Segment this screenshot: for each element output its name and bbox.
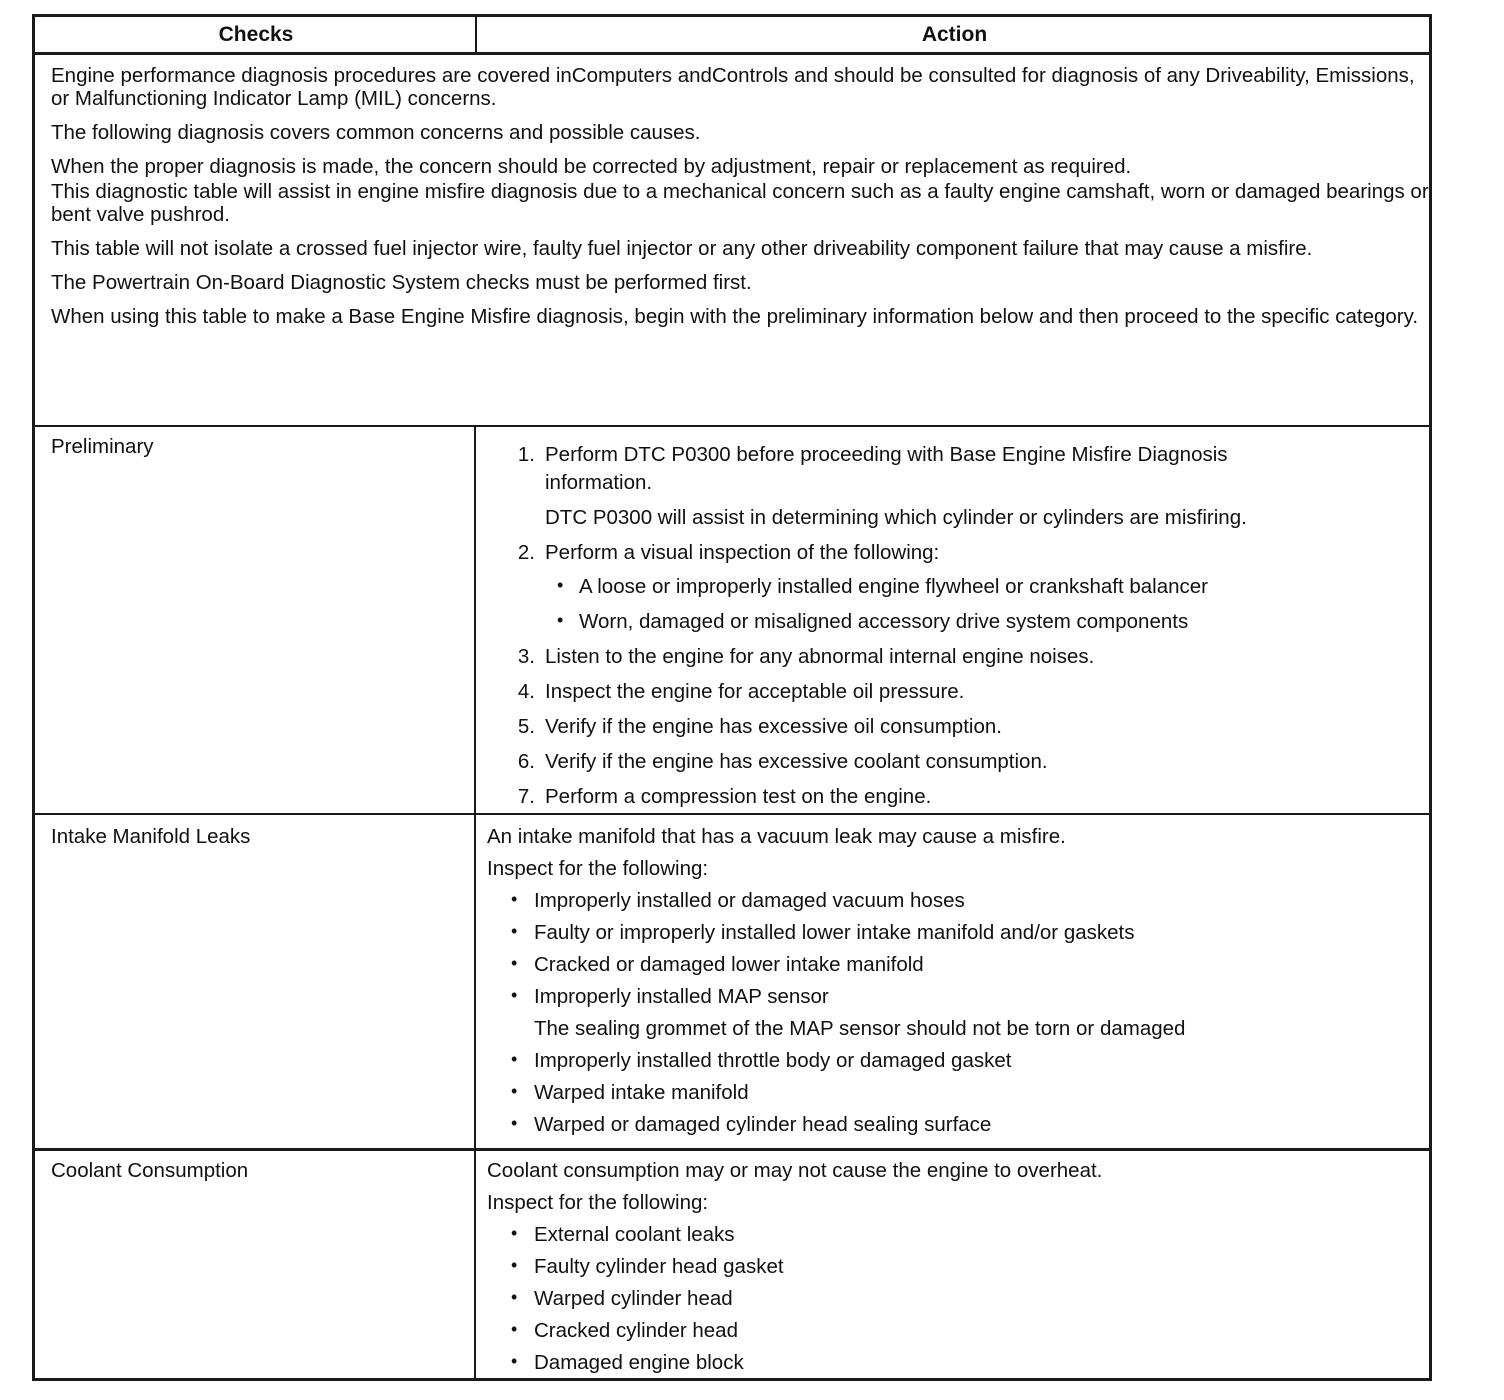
bullet-icon: • [511,1113,518,1133]
diagnosis-table [32,14,1432,1381]
row-divider [35,813,1429,815]
intro-paragraph: This diagnostic table will assist in engine misfire diagnosis due to a mechanical concern such as a faulty engine camshaft, worn or damaged bearings or bent valve pushrod. [51,180,1429,226]
bullet-icon: • [557,575,564,595]
bullet-icon: • [511,1319,518,1339]
bullet-icon: • [511,1287,518,1307]
intro-paragraph: The Powertrain On-Board Diagnostic System checks must be performed first. [51,271,752,294]
bullet-icon: • [511,1049,518,1069]
check-label: Preliminary [51,435,154,458]
bullet-icon: • [511,1351,518,1371]
preliminary-actions: 1. Perform DTC P0300 before proceeding with Base Engine Misfire Diagnosis information. DTC P0300 will assist in determining which cylinder or cylinders are misfiring. 2. Perform a visual inspection of the following: • A loose or improperly installed engine flywheel or crankshaft balancer • Worn, damaged or misaligned accessory drive system components 3. Listen to the engine for any abnormal internal engine noises. 4. Inspect the engine for acceptable oil pressure. 5. Verify if the engine has excessive oil consumption. 6. Verify if the engine has excessive coolant consumption. 7. Perform a compression test on the engine. [517,443,1247,808]
check-label: Coolant Consumption [51,1159,249,1182]
coolant-actions: Coolant consumption may or may not cause the engine to overheat. Inspect for the following: • External coolant leaks • Faulty cylinder head gasket • Warped cylinder head • Cracked cylinder head • Damaged engine block [487,1159,1103,1374]
action-lead: Coolant consumption may or may not cause the engine to overheat. [487,1159,1103,1182]
intake-actions: An intake manifold that has a vacuum leak may cause a misfire. Inspect for the following: • Improperly installed or damaged vacuum hoses • Faulty or improperly installed lower intake manifold and/or gaskets • Cracked or damaged lower intake manifold • Improperly installed MAP sensor The sealing grommet of the MAP sensor should not be torn or damaged • Improperly installed throttle body or damaged gasket • Warped intake manifold • Warped or damaged cylinder head sealing surface [487,825,1186,1136]
bullet-icon: • [511,953,518,973]
bullet-icon: • [511,1255,518,1275]
action-inspect: Inspect for the following: [487,857,709,880]
intro-paragraph: This table will not isolate a crossed fuel injector wire, faulty fuel injector or any other driveability component failure that may cause a misfire. [51,237,1313,260]
intro-paragraph: When using this table to make a Base Engine Misfire diagnosis, begin with the preliminary information below and then proceed to the specific category. [51,305,1419,328]
check-label: Intake Manifold Leaks [51,825,251,848]
bullet-icon: • [511,985,518,1005]
action-lead: An intake manifold that has a vacuum leak may cause a misfire. [487,825,1066,848]
header-divider [475,17,477,53]
action-inspect: Inspect for the following: [487,1191,709,1214]
row-divider [35,425,1429,427]
bullet-icon: • [511,921,518,941]
bullet-icon: • [511,1081,518,1101]
row-divider [35,1148,1429,1151]
header-checks: Checks [218,23,294,46]
bullet-note: The sealing grommet of the MAP sensor should not be torn or damaged [534,1017,1186,1040]
intro-paragraph: When the proper diagnosis is made, the concern should be corrected by adjustment, repair or replacement as required. [51,155,1132,178]
bullet-icon: • [511,889,518,909]
intro-paragraph: The following diagnosis covers common concerns and possible causes. [51,121,701,144]
table-header [35,17,1429,55]
step-continuation: information. [545,471,653,494]
intro-section [51,64,1431,339]
column-divider [474,425,476,1381]
bullet-icon: • [511,1223,518,1243]
step-note: DTC P0300 will assist in determining which cylinder or cylinders are misfiring. [545,506,1247,529]
header-action: Action [921,23,988,46]
intro-paragraph: Engine performance diagnosis procedures are covered inComputers andControls and should be consulted for diagnosis of any Driveability, Emissions, or Malfunctioning Indicator Lamp (MIL) concerns. [51,64,1415,110]
bullet-icon: • [557,610,564,630]
